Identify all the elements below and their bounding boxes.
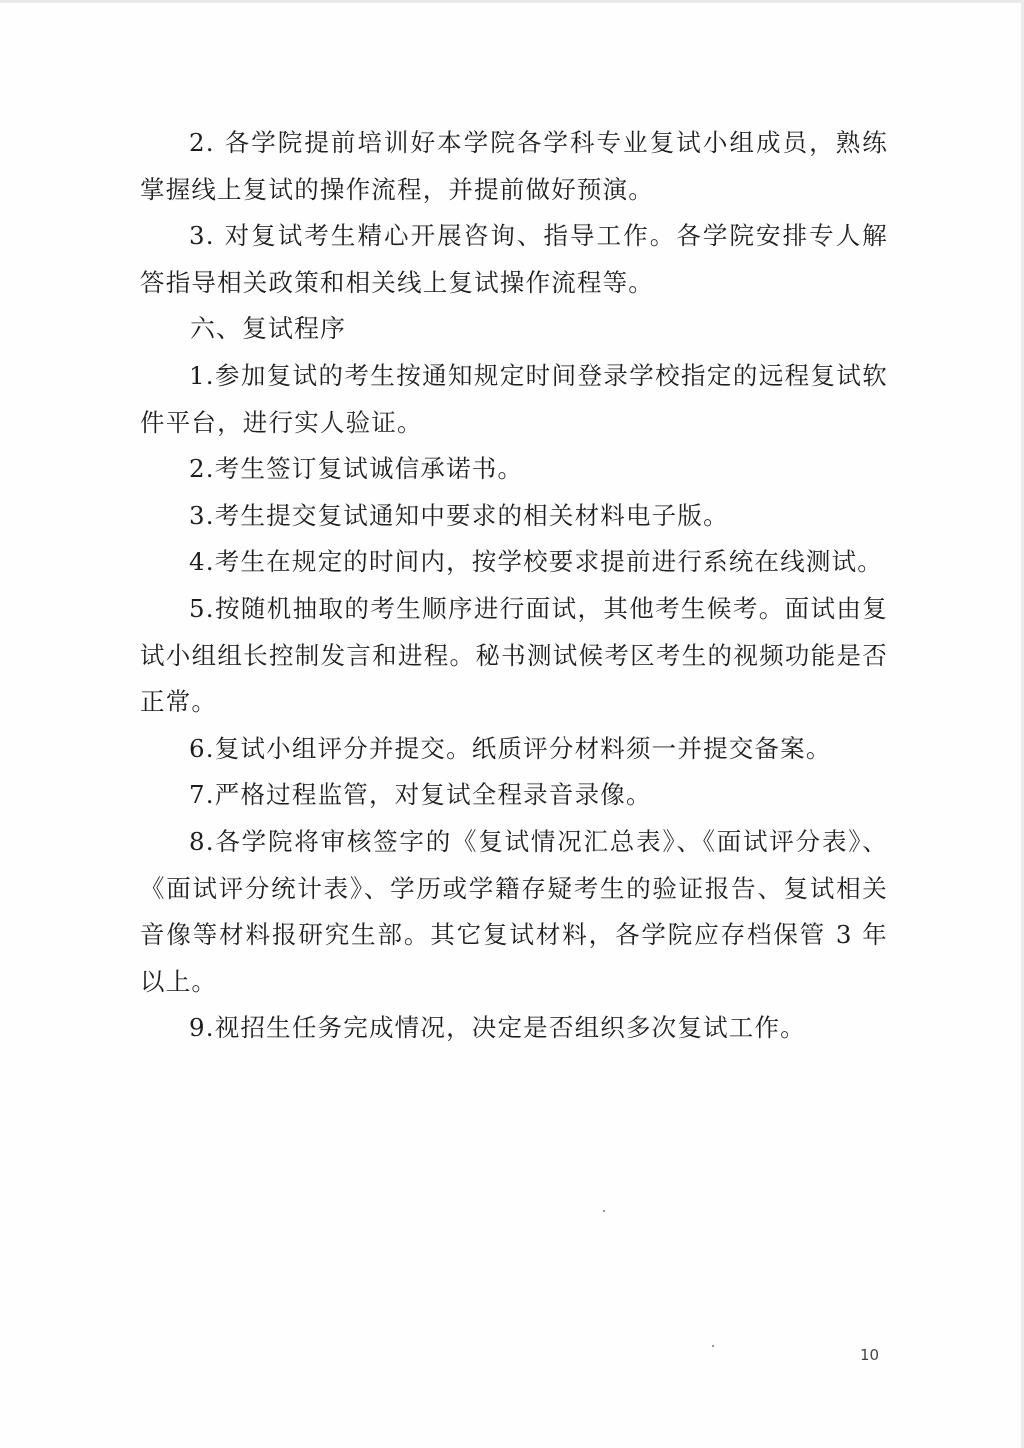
paragraph-2-training: 2. 各学院提前培训好本学院各学科专业复试小组成员，熟练掌握线上复试的操作流程，并提前做好预演。 <box>140 128 888 204</box>
procedure-step-5: 5.按随机抽取的考生顺序进行面试，其他考生候考。面试由复试小组组长控制发言和进程。秘书测试候考区考生的视频功能是否正常。 <box>140 593 888 717</box>
procedure-step-9: 9.视招生任务完成情况，决定是否组织多次复试工作。 <box>189 1013 806 1043</box>
scan-edge-top <box>0 0 1024 3</box>
document-body <box>140 120 888 1052</box>
scan-speck <box>603 1210 605 1212</box>
procedure-step-1: 1.参加复试的考生按通知规定时间登录学校指定的远程复试软件平台，进行实人验证。 <box>140 360 888 437</box>
procedure-step-2: 2.考生签订复试诚信承诺书。 <box>189 454 524 484</box>
procedure-step-6: 6.复试小组评分并提交。纸质评分材料须一并提交备案。 <box>189 733 832 763</box>
paragraph-3-consultation: 3. 对复试考生精心开展咨询、指导工作。各学院安排专人解答指导相关政策和相关线上复试操作流程等。 <box>140 221 888 297</box>
section-heading-retest-procedure: 六、复试程序 <box>190 314 347 344</box>
scan-speck <box>712 1345 714 1347</box>
procedure-step-8: 8.各学院将审核签字的《复试情况汇总表》、《面试评分表》、《面试评分统计表》、学历或学籍存疑考生的验证报告、复试相关音像等材料报研究生部。其它复试材料，各学院应存档保管 3 年以上。 <box>140 826 888 996</box>
procedure-step-4: 4.考生在规定的时间内，按学校要求提前进行系统在线测试。 <box>189 547 883 577</box>
procedure-step-3: 3.考生提交复试通知中要求的相关材料电子版。 <box>189 500 729 530</box>
page-number: 10 <box>860 1346 880 1364</box>
procedure-step-7: 7.严格过程监管，对复试全程录音录像。 <box>189 780 652 810</box>
